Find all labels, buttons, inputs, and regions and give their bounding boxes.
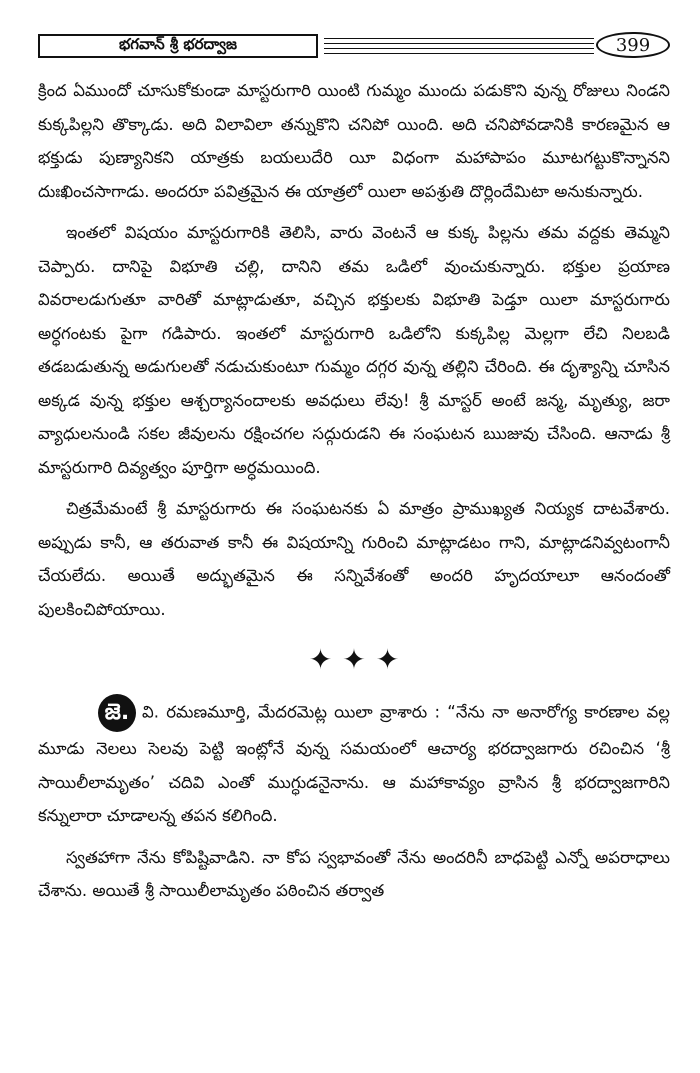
divider-star-icon: ✦ — [342, 643, 366, 676]
divider-star-icon: ✦ — [375, 643, 400, 676]
header-rule-lines — [324, 38, 594, 58]
paragraph-4 — [38, 694, 670, 833]
section-divider — [38, 640, 670, 680]
running-title: భగవాన్ శ్రీ భరద్వాజ — [38, 34, 318, 58]
page-number: 399 — [596, 32, 670, 58]
paragraph-2: ఇంతలో విషయం మాస్టరుగారికి తెలిసి, వారు వెంటనే ఆ కుక్క పిల్లను తమ వద్దకు తెమ్మని చెప్పారు. దానిపై విభూతి చల్లి, దానిని తమ ఒడిలో వుంచుకున్నారు. భక్తుల ప్రయాణ వివరాలడుగుతూ వారితో మాట్లాడుతూ, వచ్చిన భక్తులకు విభూతి పెడ్తూ యిలా మాస్టరుగారు అర్ధగంటకు పైగా గడిపారు. ఇంతలో మాస్టరుగారి ఒడిలోని కుక్కపిల్ల మెల్లగా లేచి నిలబడి తడబడుతున్న అడుగులతో నడుచుకుంటూ గుమ్మం దగ్గర వున్న తల్లిని చేరింది. ఈ దృశ్యాన్ని చూసిన అక్కడ వున్న భక్తుల ఆశ్చర్యానందాలకు అవధులు లేవు! శ్రీ మాస్టర్ అంటే జన్మ, మృత్యు, జరా వ్యాధులనుండి సకల జీవులను రక్షించగల సద్గురుడని ఈ సంఘటన ఋజువు చేసింది. ఆనాడు శ్రీ మాస్టరుగారి దివ్యత్వం పూర్తిగా అర్ధమయింది. — [38, 223, 670, 477]
page-header — [38, 34, 670, 60]
page-body — [38, 74, 670, 908]
paragraph-5: స్వతహాగా నేను కోపిష్టివాడిని. నా కోప స్వభావంతో నేను అందరినీ బాధపెట్టి ఎన్నో అపరాధాలు చేశాను. అయితే శ్రీ సాయిలీలామృతం పఠించిన తర్వాత — [38, 847, 670, 900]
paragraph-3: చిత్రమేమంటే శ్రీ మాస్టరుగారు ఈ సంఘటనకు ఏ మాత్రం ప్రాముఖ్యత నియ్యక దాటవేశారు. అప్పుడు కానీ, ఆ తరువాత కానీ ఈ విషయాన్ని గురించి మాట్లాడటం గాని, మాట్లాడనివ్వటంగానీ చేయలేదు. అయితే అద్భుతమైన ఈ సన్నివేశంతో అందరి హృదయాలూ ఆనందంతో పులకించిపోయాయి. — [38, 499, 670, 619]
paragraph-4-text: వి. రమణమూర్తి, మేదరమెట్ల యిలా వ్రాశారు : “నేను నా అనారోగ్య కారణాల వల్ల మూడు నెలలు సెలవు పెట్టి ఇంట్లోనే వున్న సమయంలో ఆచార్య భరద్వాజగారు రచించిన ‘శ్రీ సాయిలీలామృతం’ చదివి ఎంతో ముగ్ధుడనైనాను. ఆ మహాకావ్యం వ్రాసిన శ్రీ భరద్వాజగారిని కన్నులారా చూడాలన్న తపన కలిగింది. — [38, 702, 670, 825]
divider-star-icon: ✦ — [308, 643, 333, 676]
paragraph-1: క్రింద ఏముందో చూసుకోకుండా మాస్టరుగారి యింటి గుమ్మం ముందు పడుకొని వున్న రోజులు నిండని కుక్కపిల్లని తొక్కాడు. అది విలావిలా తన్నుకొని చనిపో యింది. అది చనిపోవడానికి కారణమైన ఆ భక్తుడు పుణ్యానికని యాత్రకు బయలుదేరి యీ విధంగా మహాపాపం మూటగట్టుకొన్నానని దుఃఖించసాగాడు. అందరూ పవిత్రమైన ఈ యాత్రలో యిలా అపశ్రుతి దొర్లిందేమిటా అనుకున్నారు. — [38, 81, 670, 201]
drop-cap: జె. — [98, 694, 136, 732]
